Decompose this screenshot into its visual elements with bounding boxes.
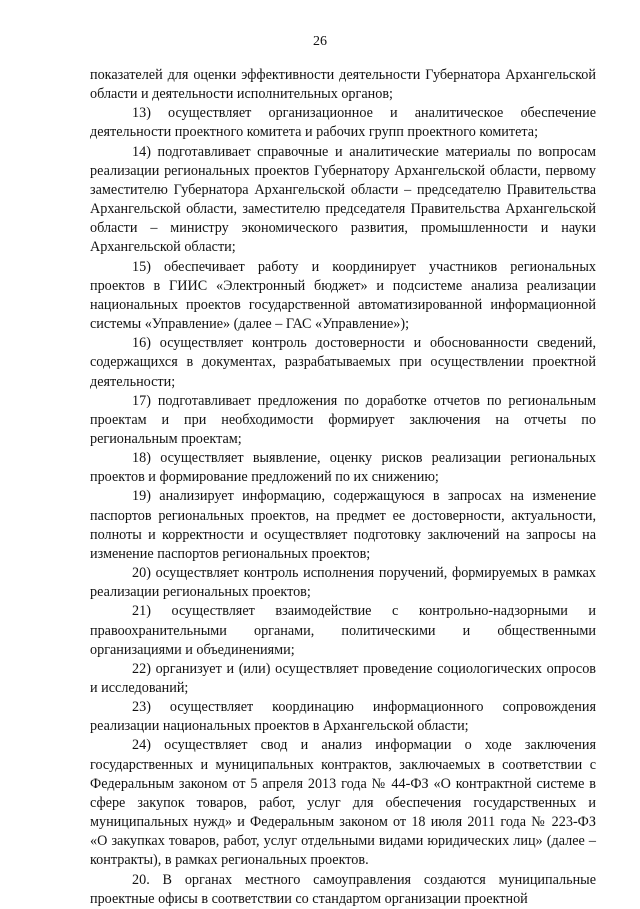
paragraph-item-22: 22) организует и (или) осуществляет проведение социологических опросов и исследований; (90, 660, 596, 696)
paragraph-item-19: 19) анализирует информацию, содержащуюся в запросах на изменение паспортов региональных проектов, на предмет ее достоверности, актуальности, полноты и корректности и осуществляет подготовку заключений на запросы на изменение паспортов региональных проектов; (90, 488, 596, 562)
paragraph-item-15: 15) обеспечивает работу и координирует участников региональных проектов в ГИИС «Электронный бюджет» и подсистеме анализа реализации национальных проектов государственной автоматизированной информационной системы «Управление» (далее – ГАС «Управление»); (90, 258, 596, 333)
paragraph-continuation: показателей для оценки эффективности деятельности Губернатора Архангельской области и деятельности исполнительных органов; (90, 67, 596, 103)
page-number: 26 (313, 34, 327, 49)
paragraph-item-20: 20) осуществляет контроль исполнения поручений, формируемых в рамках реализации региональных проектов; (90, 565, 596, 601)
paragraph-item-18: 18) осуществляет выявление, оценку рисков реализации региональных проектов и формирование предложений по их снижению; (90, 450, 596, 486)
paragraph-section-20: 20. В органах местного самоуправления создаются муниципальные проектные офисы в соответствии со стандартом организации проектной (90, 871, 596, 907)
paragraph-item-13: 13) осуществляет организационное и аналитическое обеспечение деятельности проектного комитета и рабочих групп проектного комитета; (90, 105, 596, 141)
paragraph-item-16: 16) осуществляет контроль достоверности и обоснованности сведений, содержащихся в документах, разрабатываемых при осуществлении проектной деятельности; (90, 335, 596, 390)
paragraph-item-14: 14) подготавливает справочные и аналитические материалы по вопросам реализации региональных проектов Губернатору Архангельской области, первому заместителю Губернатора Архангельской области – председателю Правительства Архангельской области, заместителю председателя Правительства Архангельской области – министру экономического развития, промышленности и науки Архангельской области; (90, 143, 596, 256)
paragraph-item-17: 17) подготавливает предложения по доработке отчетов по региональным проектам и при необходимости формирует заключения на отчеты по региональным проектам; (90, 392, 596, 447)
paragraph-item-21: 21) осуществляет взаимодействие с контрольно-надзорными и правоохранительными органами, политическими и общественными организациями и объединениями; (90, 603, 596, 658)
document-body (90, 66, 596, 909)
paragraph-item-24: 24) осуществляет свод и анализ информации о ходе заключения государственных и муниципальных контрактов, заключаемых в соответствии с Федеральным законом от 5 апреля 2013 года № 44-ФЗ «О контрактной системе в сфере закупок товаров, работ, услуг для обеспечения государственных и муниципальных нужд» и Федеральным законом от 18 июля 2011 года № 223-ФЗ «О закупках товаров, работ, услуг отдельными видами юридических лиц» (далее – контракты), в рамках региональных проектов. (90, 737, 596, 869)
paragraph-item-23: 23) осуществляет координацию информационного сопровождения реализации национальных проектов в Архангельской области; (90, 699, 596, 735)
